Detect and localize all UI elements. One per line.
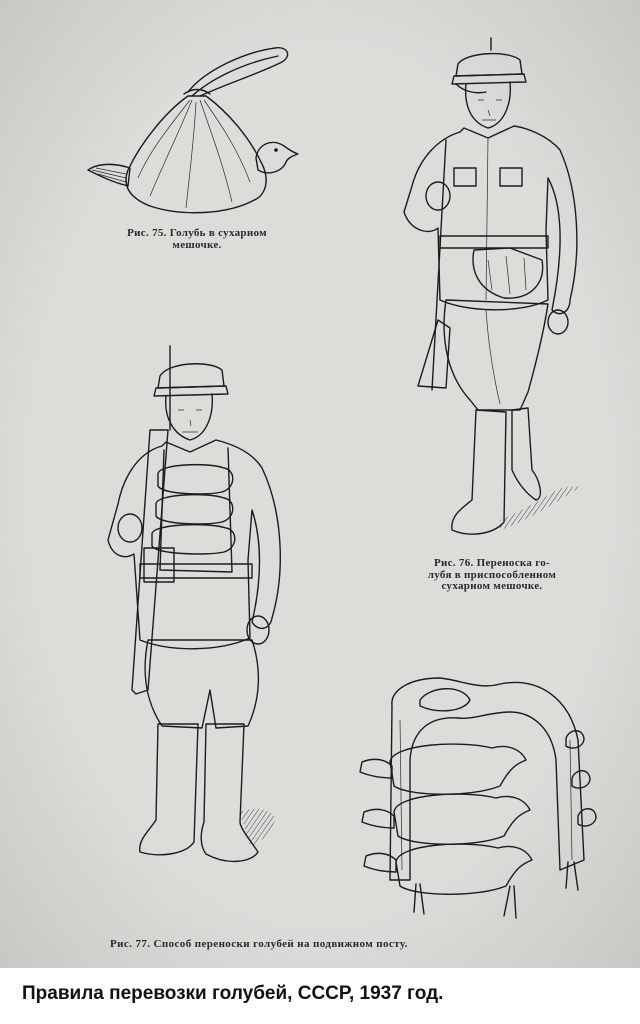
figure-76-caption-line-2: лубя в приспособленном bbox=[427, 568, 557, 581]
figure-75-caption bbox=[92, 228, 302, 251]
footer-caption-text: Правила перевозки голубей, СССР, 1937 год. bbox=[22, 983, 444, 1004]
figure-75-caption-line-2: мешочке. bbox=[172, 238, 222, 251]
figure-77-caption: Рис. 77. Способ переноски голубей на подвижном посту. bbox=[110, 938, 408, 950]
figure-76-caption-line-1: Рис. 76. Переноска го- bbox=[433, 557, 550, 569]
footer-caption-bar bbox=[0, 968, 640, 1024]
figure-76-caption-line-3: сухарном мешочке. bbox=[441, 580, 543, 593]
figure-76-caption bbox=[392, 558, 592, 593]
figure-75-caption-line-1: Рис. 75. Голубь в сухарном bbox=[127, 227, 267, 239]
